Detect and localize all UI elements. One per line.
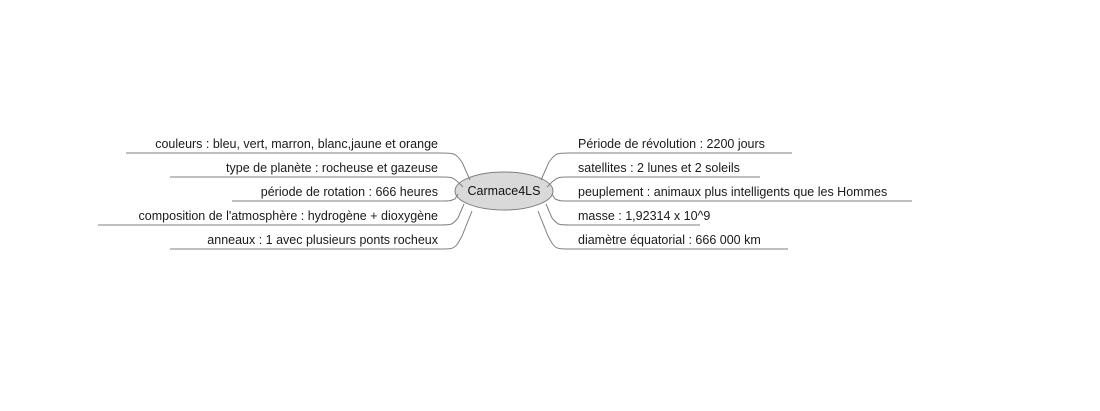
left-node-3[interactable]: période de rotation : 666 heures bbox=[260, 185, 438, 199]
left-node-1[interactable]: couleurs : bleu, vert, marron, blanc,jaune et orange bbox=[155, 137, 438, 151]
right-node-2[interactable]: satellites : 2 lunes et 2 soleils bbox=[578, 161, 740, 175]
right-node-4[interactable]: masse : 1,92314 x 10^9 bbox=[578, 209, 711, 223]
center-node-label[interactable]: Carmace4LS bbox=[467, 184, 541, 198]
left-node-4[interactable]: composition de l'atmosphère : hydrogène + dioxygène bbox=[138, 209, 438, 223]
right-node-1[interactable]: Période de révolution : 2200 jours bbox=[578, 137, 765, 151]
right-node-3[interactable]: peuplement : animaux plus intelligents que les Hommes bbox=[578, 185, 888, 199]
right-node-5[interactable]: diamètre équatorial : 666 000 km bbox=[578, 233, 761, 247]
left-node-5[interactable]: anneaux : 1 avec plusieurs ponts rocheux bbox=[207, 233, 438, 247]
left-node-2[interactable]: type de planète : rocheuse et gazeuse bbox=[226, 161, 438, 175]
